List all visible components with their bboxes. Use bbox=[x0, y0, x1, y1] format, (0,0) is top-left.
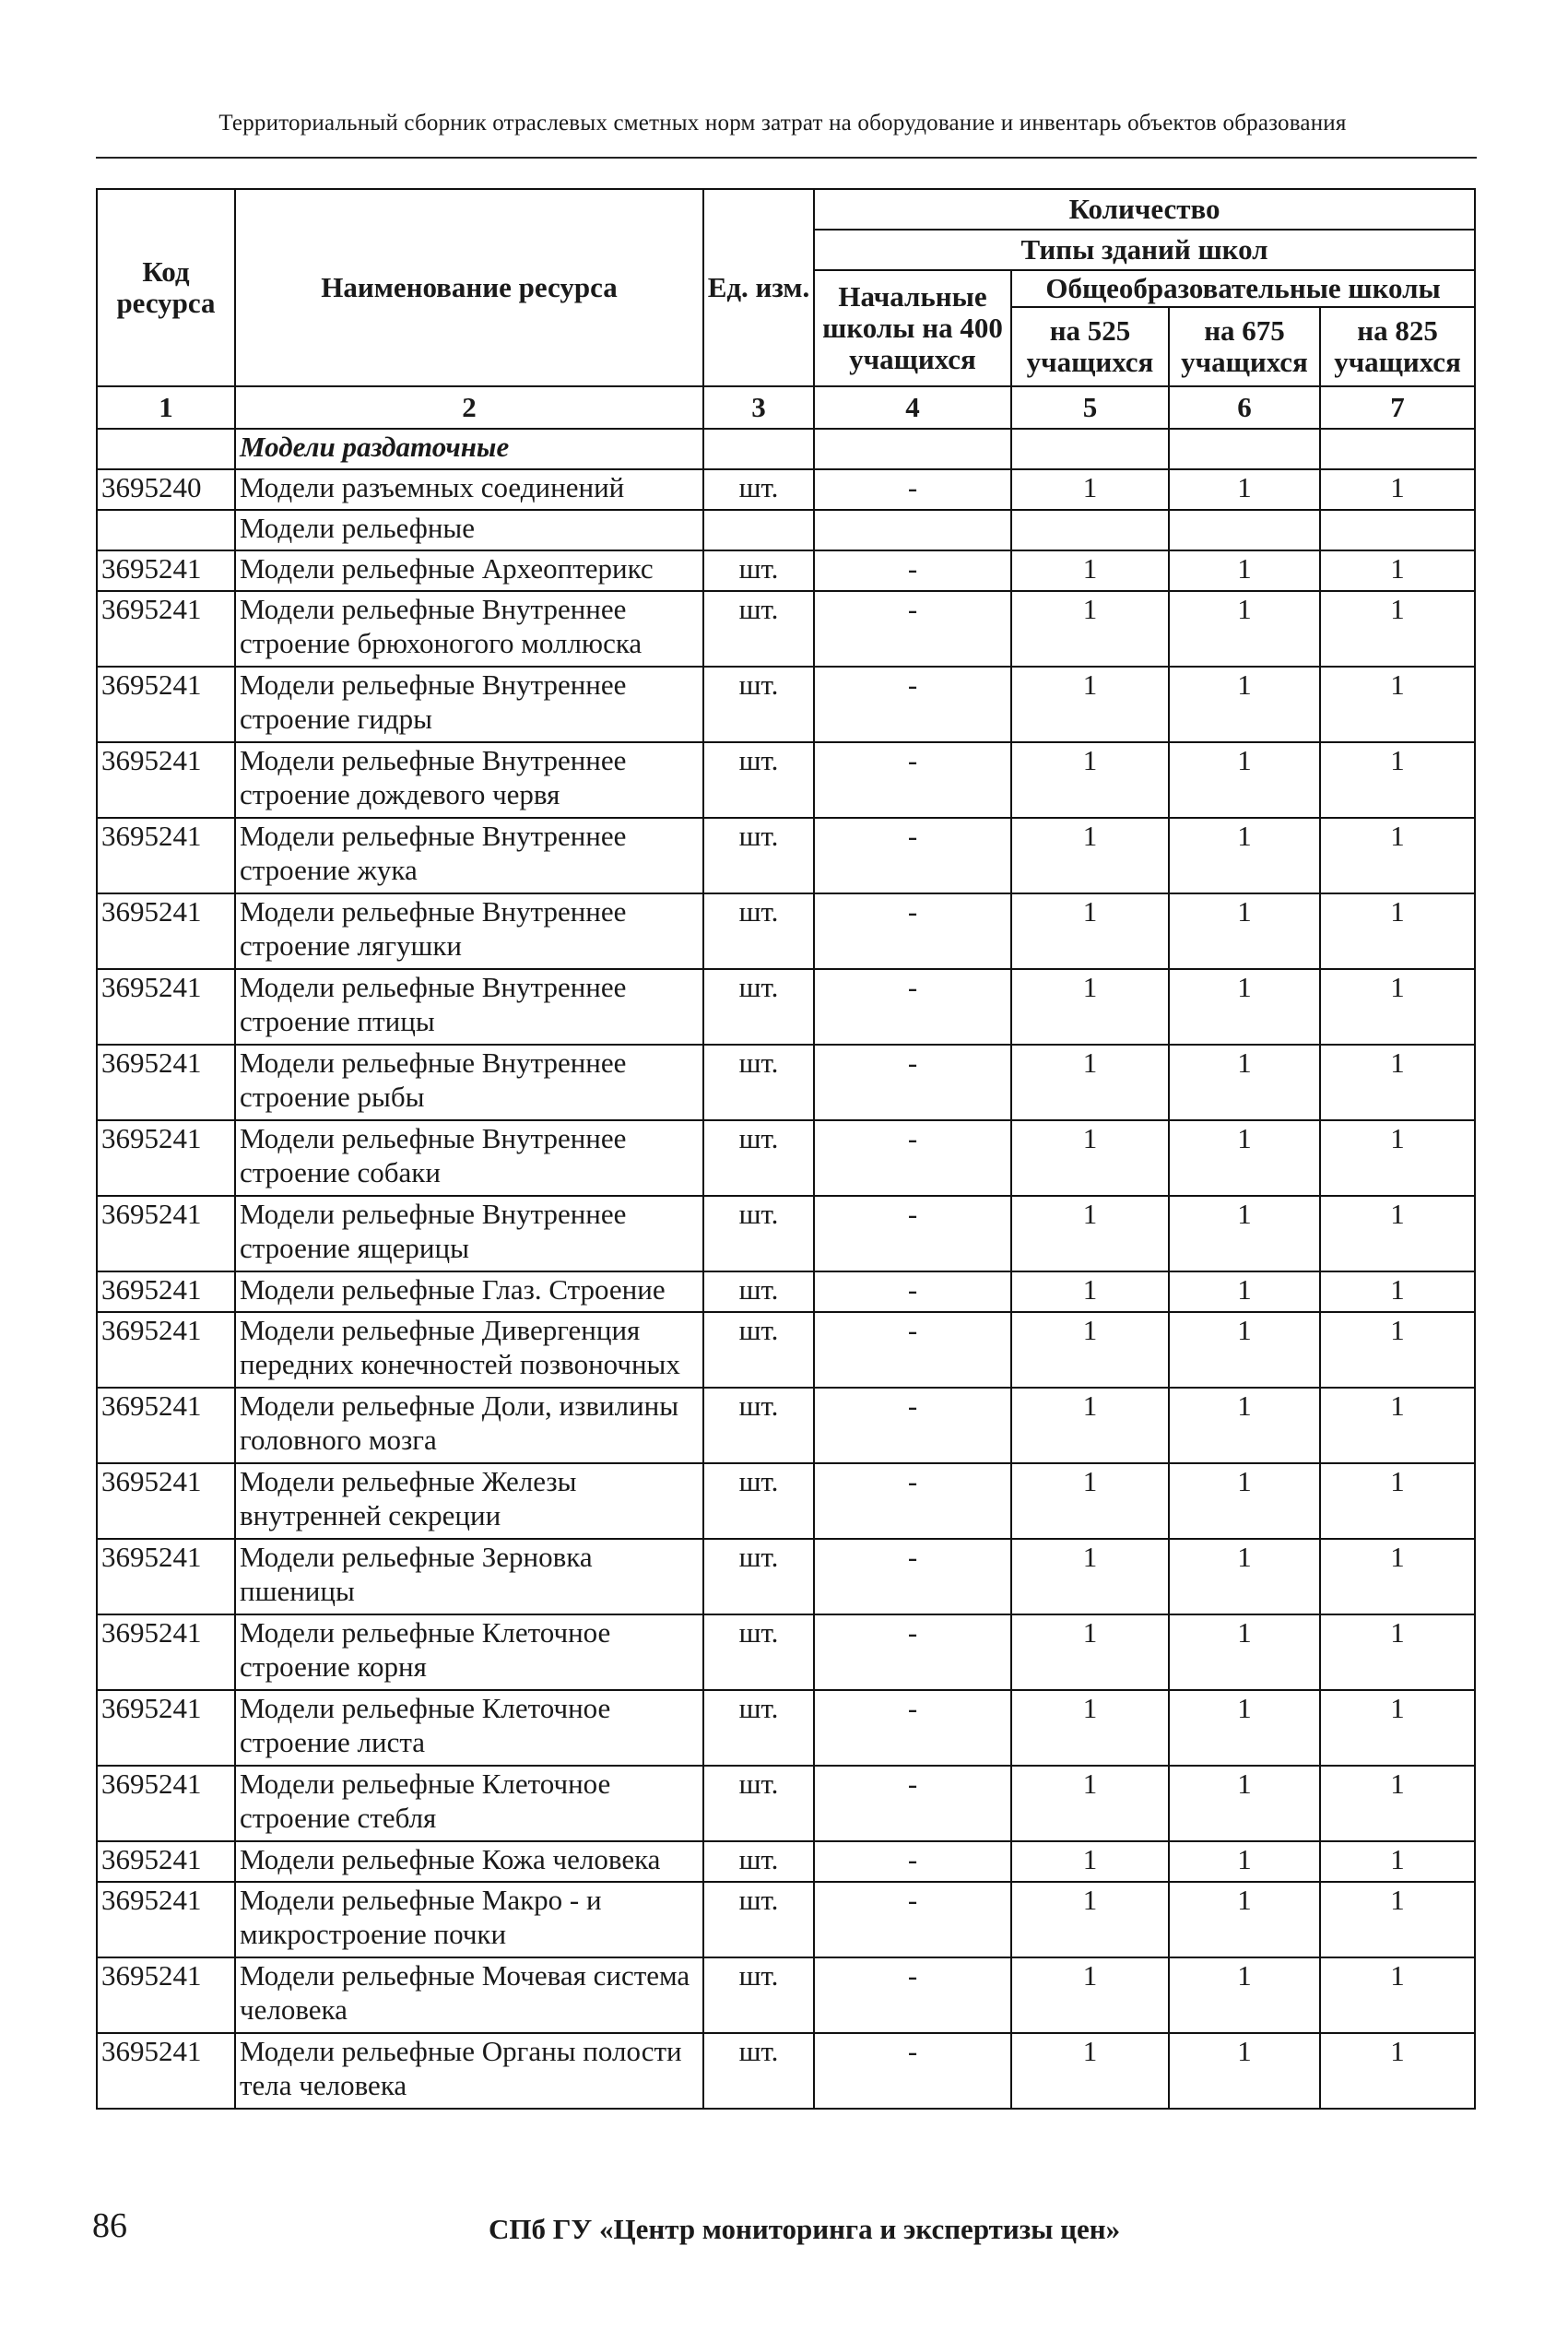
table-row bbox=[97, 1045, 1475, 1120]
resource-name: Модели рельефные Доли, извилины головного мозга bbox=[235, 1388, 703, 1463]
colnum-2: 2 bbox=[235, 386, 703, 429]
resource-name: Модели рельефные Внутреннее строение собаки bbox=[235, 1120, 703, 1196]
resource-code: 3695241 bbox=[97, 1045, 235, 1120]
qty-675: 1 bbox=[1169, 591, 1320, 667]
resource-code: 3695241 bbox=[97, 1841, 235, 1882]
qty-825: 1 bbox=[1320, 1766, 1475, 1841]
resource-code: 3695241 bbox=[97, 1957, 235, 2033]
unit-cell: шт. bbox=[703, 1690, 814, 1766]
qty-525: 1 bbox=[1011, 1120, 1169, 1196]
qty-525: 1 bbox=[1011, 1614, 1169, 1690]
header-quantity: Количество bbox=[814, 189, 1475, 230]
table-row bbox=[97, 818, 1475, 893]
unit-cell: шт. bbox=[703, 1120, 814, 1196]
qty-825: 1 bbox=[1320, 1388, 1475, 1463]
header-525: на 525 учащихся bbox=[1011, 307, 1169, 386]
header-unit: Ед. изм. bbox=[703, 189, 814, 386]
qty-primary-400: - bbox=[814, 969, 1011, 1045]
qty-primary-400: - bbox=[814, 1539, 1011, 1614]
resource-code: 3695241 bbox=[97, 550, 235, 591]
resource-name: Модели рельефные Внутреннее строение ящерицы bbox=[235, 1196, 703, 1271]
resource-code bbox=[97, 429, 235, 469]
qty-825 bbox=[1320, 510, 1475, 550]
colnum-5: 5 bbox=[1011, 386, 1169, 429]
table-row bbox=[97, 550, 1475, 591]
table-row bbox=[97, 742, 1475, 818]
resource-code: 3695241 bbox=[97, 1539, 235, 1614]
resource-code: 3695241 bbox=[97, 1388, 235, 1463]
qty-primary-400: - bbox=[814, 469, 1011, 510]
resource-name: Модели рельефные Внутреннее строение птицы bbox=[235, 969, 703, 1045]
qty-525: 1 bbox=[1011, 969, 1169, 1045]
qty-primary-400: - bbox=[814, 1312, 1011, 1388]
qty-825: 1 bbox=[1320, 1196, 1475, 1271]
qty-675: 1 bbox=[1169, 469, 1320, 510]
header-825: на 825 учащихся bbox=[1320, 307, 1475, 386]
qty-675: 1 bbox=[1169, 969, 1320, 1045]
qty-825: 1 bbox=[1320, 2033, 1475, 2109]
qty-primary-400: - bbox=[814, 550, 1011, 591]
resource-name: Модели рельефные Клеточное строение листа bbox=[235, 1690, 703, 1766]
resource-code bbox=[97, 510, 235, 550]
qty-primary-400: - bbox=[814, 742, 1011, 818]
page-header-title: Территориальный сборник отраслевых сметных норм затрат на оборудование и инвентарь объектов образования bbox=[218, 111, 1347, 136]
table-row bbox=[97, 1841, 1475, 1882]
qty-675: 1 bbox=[1169, 1690, 1320, 1766]
qty-525: 1 bbox=[1011, 742, 1169, 818]
qty-primary-400 bbox=[814, 429, 1011, 469]
unit-cell: шт. bbox=[703, 667, 814, 742]
resource-code: 3695241 bbox=[97, 1614, 235, 1690]
unit-cell: шт. bbox=[703, 1882, 814, 1957]
qty-825: 1 bbox=[1320, 469, 1475, 510]
table-row bbox=[97, 1957, 1475, 2033]
qty-825: 1 bbox=[1320, 550, 1475, 591]
resource-name: Модели рельефные Зерновка пшеницы bbox=[235, 1539, 703, 1614]
resource-code: 3695241 bbox=[97, 742, 235, 818]
qty-675: 1 bbox=[1169, 2033, 1320, 2109]
resource-code: 3695241 bbox=[97, 818, 235, 893]
unit-cell: шт. bbox=[703, 1388, 814, 1463]
qty-primary-400: - bbox=[814, 667, 1011, 742]
resource-name: Модели рельефные Внутреннее строение брюхоногого моллюска bbox=[235, 591, 703, 667]
unit-cell: шт. bbox=[703, 818, 814, 893]
qty-525: 1 bbox=[1011, 1045, 1169, 1120]
qty-825: 1 bbox=[1320, 1312, 1475, 1388]
resource-name: Модели рельефные Глаз. Строение bbox=[235, 1271, 703, 1312]
qty-675: 1 bbox=[1169, 818, 1320, 893]
section-row bbox=[97, 429, 1475, 469]
table-row bbox=[97, 510, 1475, 550]
qty-825: 1 bbox=[1320, 1957, 1475, 2033]
header-675: на 675 учащихся bbox=[1169, 307, 1320, 386]
qty-825: 1 bbox=[1320, 818, 1475, 893]
qty-primary-400: - bbox=[814, 1388, 1011, 1463]
table-row bbox=[97, 893, 1475, 969]
qty-525 bbox=[1011, 429, 1169, 469]
table-row bbox=[97, 469, 1475, 510]
table-row bbox=[97, 969, 1475, 1045]
resource-name: Модели рельефные Археоптерикс bbox=[235, 550, 703, 591]
table-row bbox=[97, 1120, 1475, 1196]
resource-name: Модели рельефные Внутреннее строение гидры bbox=[235, 667, 703, 742]
header-divider bbox=[96, 157, 1477, 159]
qty-825: 1 bbox=[1320, 1614, 1475, 1690]
table-row bbox=[97, 1196, 1475, 1271]
qty-525: 1 bbox=[1011, 1690, 1169, 1766]
qty-primary-400: - bbox=[814, 1882, 1011, 1957]
table-row bbox=[97, 1388, 1475, 1463]
qty-525: 1 bbox=[1011, 469, 1169, 510]
table-row bbox=[97, 1312, 1475, 1388]
qty-675: 1 bbox=[1169, 1120, 1320, 1196]
qty-525: 1 bbox=[1011, 1766, 1169, 1841]
qty-825 bbox=[1320, 429, 1475, 469]
qty-675: 1 bbox=[1169, 1312, 1320, 1388]
qty-525: 1 bbox=[1011, 550, 1169, 591]
qty-primary-400: - bbox=[814, 2033, 1011, 2109]
unit-cell: шт. bbox=[703, 742, 814, 818]
qty-675: 1 bbox=[1169, 1766, 1320, 1841]
resource-name: Модели рельефные Дивергенция передних конечностей позвоночных bbox=[235, 1312, 703, 1388]
colnum-4: 4 bbox=[814, 386, 1011, 429]
qty-675: 1 bbox=[1169, 893, 1320, 969]
qty-525: 1 bbox=[1011, 1957, 1169, 2033]
unit-cell: шт. bbox=[703, 1463, 814, 1539]
resource-name: Модели рельефные bbox=[235, 510, 703, 550]
qty-825: 1 bbox=[1320, 1120, 1475, 1196]
header-primary-schools: Начальные школы на 400 учащихся bbox=[814, 270, 1011, 386]
qty-825: 1 bbox=[1320, 893, 1475, 969]
resource-table bbox=[96, 188, 1476, 2110]
qty-primary-400: - bbox=[814, 1196, 1011, 1271]
table-row bbox=[97, 1539, 1475, 1614]
qty-675: 1 bbox=[1169, 1463, 1320, 1539]
qty-525: 1 bbox=[1011, 667, 1169, 742]
colnum-3: 3 bbox=[703, 386, 814, 429]
qty-675 bbox=[1169, 429, 1320, 469]
unit-cell bbox=[703, 429, 814, 469]
resource-code: 3695241 bbox=[97, 591, 235, 667]
qty-525: 1 bbox=[1011, 1841, 1169, 1882]
table-row bbox=[97, 1614, 1475, 1690]
qty-825: 1 bbox=[1320, 969, 1475, 1045]
qty-825: 1 bbox=[1320, 1841, 1475, 1882]
qty-825: 1 bbox=[1320, 667, 1475, 742]
header-name: Наименование ресурса bbox=[235, 189, 703, 386]
table-row bbox=[97, 1882, 1475, 1957]
qty-primary-400: - bbox=[814, 1841, 1011, 1882]
qty-675: 1 bbox=[1169, 550, 1320, 591]
resource-code: 3695241 bbox=[97, 2033, 235, 2109]
unit-cell: шт. bbox=[703, 2033, 814, 2109]
resource-name: Модели разъемных соединений bbox=[235, 469, 703, 510]
unit-cell: шт. bbox=[703, 893, 814, 969]
unit-cell: шт. bbox=[703, 1045, 814, 1120]
page-number: 86 bbox=[92, 2206, 127, 2245]
resource-code: 3695241 bbox=[97, 667, 235, 742]
qty-primary-400: - bbox=[814, 1957, 1011, 2033]
unit-cell: шт. bbox=[703, 1766, 814, 1841]
unit-cell: шт. bbox=[703, 1957, 814, 2033]
resource-name: Модели рельефные Внутреннее строение рыбы bbox=[235, 1045, 703, 1120]
qty-675: 1 bbox=[1169, 667, 1320, 742]
unit-cell bbox=[703, 510, 814, 550]
resource-name: Модели рельефные Внутреннее строение дождевого червя bbox=[235, 742, 703, 818]
resource-name: Модели рельефные Мочевая система человека bbox=[235, 1957, 703, 2033]
qty-525: 1 bbox=[1011, 818, 1169, 893]
qty-primary-400: - bbox=[814, 591, 1011, 667]
unit-cell: шт. bbox=[703, 1841, 814, 1882]
qty-525: 1 bbox=[1011, 1539, 1169, 1614]
qty-675: 1 bbox=[1169, 1957, 1320, 2033]
table-row bbox=[97, 1766, 1475, 1841]
qty-primary-400: - bbox=[814, 893, 1011, 969]
header-general-schools: Общеобразовательные школы bbox=[1011, 270, 1475, 307]
qty-675: 1 bbox=[1169, 1614, 1320, 1690]
qty-primary-400: - bbox=[814, 1463, 1011, 1539]
qty-825: 1 bbox=[1320, 1045, 1475, 1120]
table-row bbox=[97, 667, 1475, 742]
qty-825: 1 bbox=[1320, 742, 1475, 818]
column-numbers-row bbox=[97, 386, 1475, 429]
table-row bbox=[97, 1271, 1475, 1312]
resource-name: Модели раздаточные bbox=[235, 429, 703, 469]
qty-675: 1 bbox=[1169, 1045, 1320, 1120]
resource-code: 3695241 bbox=[97, 1690, 235, 1766]
unit-cell: шт. bbox=[703, 1271, 814, 1312]
table-row bbox=[97, 2033, 1475, 2109]
resource-code: 3695241 bbox=[97, 1120, 235, 1196]
table-row bbox=[97, 591, 1475, 667]
qty-525: 1 bbox=[1011, 1388, 1169, 1463]
unit-cell: шт. bbox=[703, 1614, 814, 1690]
resource-code: 3695241 bbox=[97, 1463, 235, 1539]
resource-name: Модели рельефные Органы полости тела человека bbox=[235, 2033, 703, 2109]
resource-name: Модели рельефные Клеточное строение корня bbox=[235, 1614, 703, 1690]
qty-825: 1 bbox=[1320, 1882, 1475, 1957]
qty-825: 1 bbox=[1320, 1271, 1475, 1312]
qty-primary-400: - bbox=[814, 1690, 1011, 1766]
qty-primary-400: - bbox=[814, 1120, 1011, 1196]
qty-675: 1 bbox=[1169, 1841, 1320, 1882]
unit-cell: шт. bbox=[703, 1539, 814, 1614]
qty-675 bbox=[1169, 510, 1320, 550]
resource-code: 3695241 bbox=[97, 1196, 235, 1271]
header-building-types: Типы зданий школ bbox=[814, 230, 1475, 270]
qty-525: 1 bbox=[1011, 893, 1169, 969]
qty-525: 1 bbox=[1011, 591, 1169, 667]
resource-name: Модели рельефные Клеточное строение стебля bbox=[235, 1766, 703, 1841]
qty-675: 1 bbox=[1169, 1388, 1320, 1463]
resource-code: 3695241 bbox=[97, 1271, 235, 1312]
qty-primary-400: - bbox=[814, 1271, 1011, 1312]
resource-name: Модели рельефные Кожа человека bbox=[235, 1841, 703, 1882]
resource-name: Модели рельефные Внутреннее строение лягушки bbox=[235, 893, 703, 969]
qty-825: 1 bbox=[1320, 1463, 1475, 1539]
qty-825: 1 bbox=[1320, 591, 1475, 667]
qty-525: 1 bbox=[1011, 1882, 1169, 1957]
resource-code: 3695241 bbox=[97, 1766, 235, 1841]
resource-name: Модели рельефные Внутреннее строение жука bbox=[235, 818, 703, 893]
qty-525: 1 bbox=[1011, 1271, 1169, 1312]
qty-825: 1 bbox=[1320, 1690, 1475, 1766]
resource-code: 3695240 bbox=[97, 469, 235, 510]
qty-525 bbox=[1011, 510, 1169, 550]
qty-675: 1 bbox=[1169, 1539, 1320, 1614]
footer-organization: СПб ГУ «Центр мониторинга и экспертизы цен» bbox=[489, 2213, 1121, 2245]
colnum-1: 1 bbox=[97, 386, 235, 429]
qty-primary-400: - bbox=[814, 818, 1011, 893]
qty-825: 1 bbox=[1320, 1539, 1475, 1614]
resource-code: 3695241 bbox=[97, 1312, 235, 1388]
qty-primary-400: - bbox=[814, 1045, 1011, 1120]
unit-cell: шт. bbox=[703, 469, 814, 510]
colnum-6: 6 bbox=[1169, 386, 1320, 429]
qty-primary-400 bbox=[814, 510, 1011, 550]
unit-cell: шт. bbox=[703, 1196, 814, 1271]
unit-cell: шт. bbox=[703, 969, 814, 1045]
qty-525: 1 bbox=[1011, 2033, 1169, 2109]
qty-675: 1 bbox=[1169, 1271, 1320, 1312]
resource-code: 3695241 bbox=[97, 969, 235, 1045]
resource-code: 3695241 bbox=[97, 1882, 235, 1957]
table-row bbox=[97, 1690, 1475, 1766]
header-code: Код ресурса bbox=[97, 189, 235, 386]
unit-cell: шт. bbox=[703, 591, 814, 667]
table-row bbox=[97, 1463, 1475, 1539]
resource-name: Модели рельефные Макро - и микростроение почки bbox=[235, 1882, 703, 1957]
qty-primary-400: - bbox=[814, 1766, 1011, 1841]
qty-525: 1 bbox=[1011, 1312, 1169, 1388]
qty-primary-400: - bbox=[814, 1614, 1011, 1690]
qty-675: 1 bbox=[1169, 742, 1320, 818]
unit-cell: шт. bbox=[703, 550, 814, 591]
qty-675: 1 bbox=[1169, 1882, 1320, 1957]
resource-name: Модели рельефные Железы внутренней секреции bbox=[235, 1463, 703, 1539]
resource-code: 3695241 bbox=[97, 893, 235, 969]
qty-525: 1 bbox=[1011, 1463, 1169, 1539]
colnum-7: 7 bbox=[1320, 386, 1475, 429]
unit-cell: шт. bbox=[703, 1312, 814, 1388]
qty-675: 1 bbox=[1169, 1196, 1320, 1271]
qty-525: 1 bbox=[1011, 1196, 1169, 1271]
